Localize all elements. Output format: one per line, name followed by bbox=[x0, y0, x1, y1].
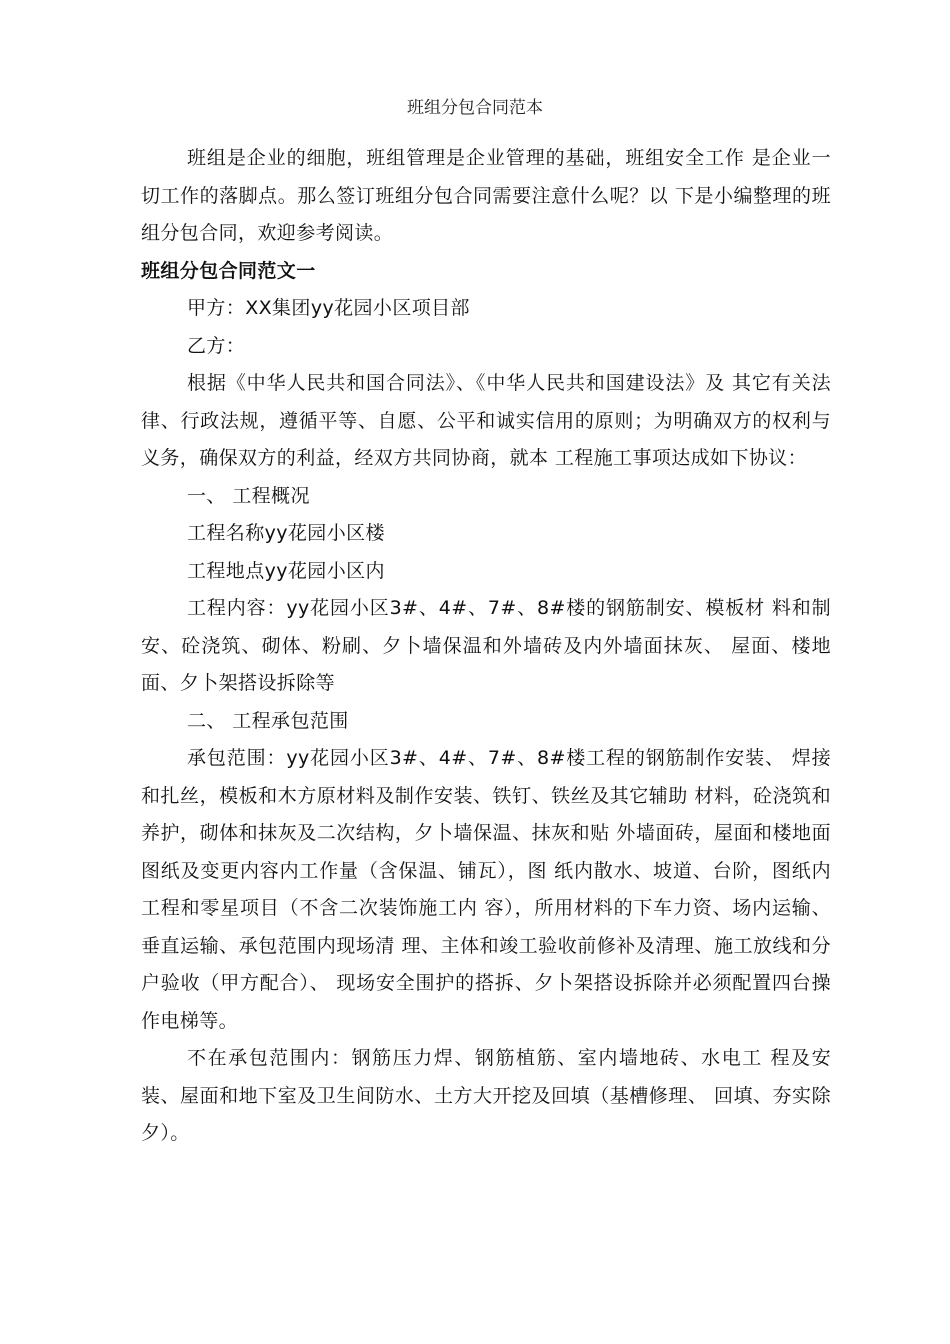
section-heading: 班组分包合同范文一 bbox=[141, 259, 316, 282]
project-name-line: 工程名称yy花园小区楼 bbox=[187, 522, 385, 544]
intro-paragraph: 班组是企业的细胞，班组管理是企业管理的基础，班组安全工作 是企业一切工作的落脚点。那么签订班组分包合同需要注意什么呢？以 下是小编整理的班组分包合同，欢迎参考阅读。 bbox=[141, 147, 831, 244]
heading-contract-scope: 二、 工程承包范围 bbox=[187, 709, 349, 732]
basis-paragraph: 根据《中华人民共和国合同法》、《中华人民共和国建设法》及 其它有关法律、行政法规，遵循平等、自愿、公平和诚实信用的原则；为明确双方的权利与义务，确保双方的利益，经双方共同协商，就本 工程施工事项达成如下协议： bbox=[141, 372, 831, 469]
project-content-paragraph: 工程内容：yy花园小区3#、4#、7#、8#楼的钢筋制安、模板材 料和制安、砼浇筑、砌体、粉刷、夕卜墙保温和外墙砖及内外墙面抹灰、 屋面、楼地面、夕卜架搭设拆除等 bbox=[141, 597, 831, 694]
document-title: 班组分包合同范本 bbox=[407, 98, 543, 118]
project-location-line: 工程地点yy花园小区内 bbox=[187, 559, 385, 582]
scope-paragraph: 承包范围：yy花园小区3#、4#、7#、8#楼工程的钢筋制作安装、 焊接和扎丝，模板和木方原材料及制作安装、铁钉、铁丝及其它辅助 材料，砼浇筑和养护，砌体和抹灰及二次结构，夕卜墙保温、抹灰和贴 外墙面砖，屋面和楼地面图纸及变更内容内工作量（含保温、铺瓦），图 纸内散水、坡道、台阶，图纸内工程和零星项目（不含二次装饰施工内 容），所用材料的下车力资、场内运输、垂直运输、承包范围内现场清 理、主体和竣工验收前修补及清理、施工放线和分户验收（甲方配合）、 现场安全围护的搭拆、夕卜架搭设拆除并必须配置四台操作电梯等。 bbox=[141, 747, 831, 1032]
heading-project-overview: 一、 工程概况 bbox=[187, 484, 310, 507]
party-a-line: 甲方：XX集团yy花园小区项目部 bbox=[187, 297, 470, 319]
party-b-line: 乙方： bbox=[187, 334, 246, 357]
excluded-paragraph: 不在承包范围内：钢筋压力焊、钢筋植筋、室内墙地砖、水电工 程及安装、屋面和地下室及卫生间防水、土方大开挖及回填（基槽修理、 回填、夯实除夕）。 bbox=[141, 1047, 831, 1144]
document-body bbox=[141, 140, 831, 1153]
